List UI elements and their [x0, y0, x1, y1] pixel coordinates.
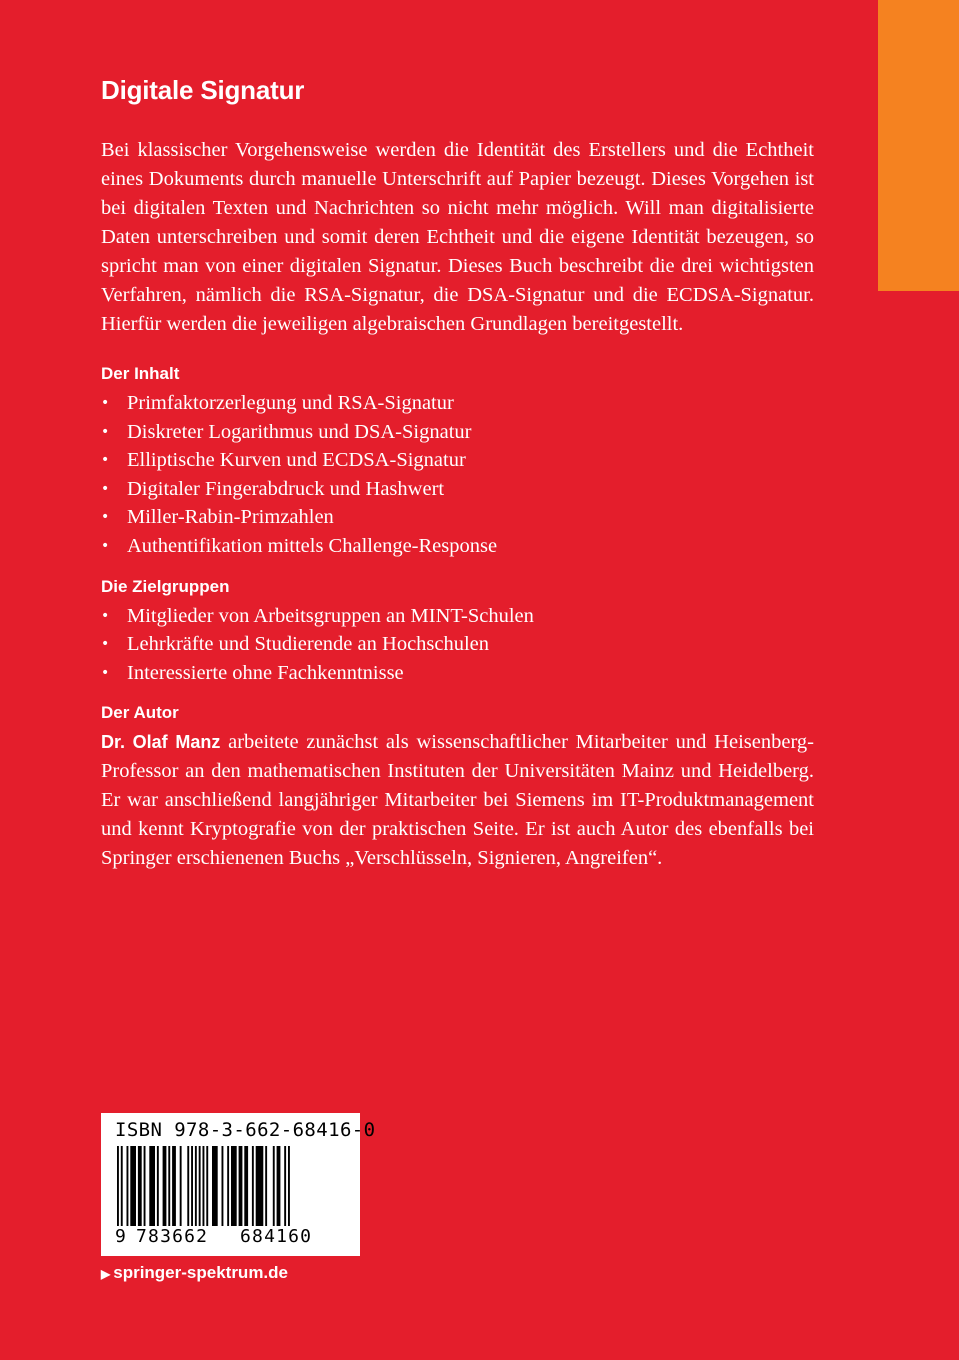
bullet-icon: • — [101, 395, 110, 411]
bullet-icon: • — [101, 423, 110, 440]
barcode-bar — [239, 1146, 243, 1226]
barcode-bar — [157, 1146, 159, 1226]
list-item-text: Interessierte ohne Fachkenntnisse — [127, 661, 404, 684]
cover-text-block — [101, 70, 814, 873]
list-item-text: Miller-Rabin-Primzahlen — [127, 506, 334, 529]
barcode-bar — [138, 1146, 142, 1226]
barcode-bar — [288, 1146, 290, 1238]
barcode-bar — [180, 1146, 182, 1226]
bullet-icon: • — [101, 480, 110, 497]
isbn-number: ISBN 978-3-662-68416-0 — [115, 1119, 376, 1141]
list-item — [101, 602, 814, 631]
publisher-website[interactable] — [101, 1262, 288, 1285]
author-name: Dr. Olaf Manz — [101, 732, 221, 753]
list-item-text: Lehrkräfte und Studierende an Hochschulen — [127, 633, 490, 656]
website-label: springer-spektrum.de — [113, 1263, 288, 1282]
barcode-bar — [163, 1146, 167, 1226]
list-item — [101, 630, 814, 659]
arrow-right-icon: ▶ — [101, 1267, 111, 1281]
barcode-bar — [117, 1146, 119, 1238]
barcode-bar — [172, 1146, 176, 1226]
audience-heading: Die Zielgruppen — [101, 576, 230, 596]
barcode-bar — [252, 1146, 254, 1226]
list-item-text: Mitglieder von Arbeitsgruppen an MINT-Schulen — [127, 604, 534, 627]
list-item — [101, 532, 814, 561]
contents-list — [101, 389, 814, 561]
list-item-text: Authentifikation mittels Challenge-Response — [127, 534, 498, 557]
barcode-bar — [265, 1146, 267, 1226]
ean-right-digits: 684160 — [240, 1226, 313, 1247]
contents-heading: Der Inhalt — [101, 364, 180, 383]
barcode-bar — [149, 1146, 155, 1226]
barcode-bar — [121, 1146, 123, 1238]
ean-left-digits: 783662 — [136, 1226, 209, 1247]
list-item — [101, 475, 814, 504]
barcode-bar — [144, 1146, 146, 1226]
orange-accent-tab — [878, 0, 959, 291]
barcode-bar — [256, 1146, 264, 1226]
isbn-barcode — [101, 1113, 376, 1256]
list-item-text: Diskreter Logarithmus und DSA-Signatur — [127, 420, 472, 443]
intro-paragraph: Bei klassischer Vorgehensweise werden die Identität des Erstellers und die Echtheit eines Dokuments durch manuelle Unterschrift auf Papier bezeugt. Dieses Vorgehen ist bei digitalen Texten und Nachrichten so nicht mehr möglich. Will man digitalisierte Daten unterschreiben und somit deren Echtheit und die eigene Identität bezeugen, so spricht man von einer digitalen Signatur. Dieses Buch beschreibt die drei wichtigsten Verfahren, nämlich die RSA-Signatur, die DSA-Signatur und die ECDSA-Signatur. Hierfür werden die jeweiligen algebraischen Grundlagen bereitgestellt. — [101, 139, 814, 335]
barcode-bar — [222, 1146, 224, 1226]
barcode-bar — [231, 1146, 237, 1226]
ean-first-digit: 9 — [115, 1226, 126, 1247]
bullet-icon: • — [101, 664, 110, 681]
bullet-icon: • — [101, 636, 110, 653]
barcode-bar — [199, 1146, 201, 1238]
barcode-bar — [206, 1146, 208, 1226]
barcode-bar — [127, 1146, 129, 1226]
author-bio-text: arbeitete zunächst als wissenschaftlicher Mitarbeiter und Heisenberg-Professor an den mathematischen Instituten der Universitäten Mainz und Heidelberg. Er war anschließend langjähriger Mitarbeiter bei Siemens im IT-Produktmanagement und kennt Kryptografie von der praktischen Seite. Er ist auch Autor des ebenfalls bei Springer erschienenen Buchs „Verschlüsseln, Signieren, Angreifen“. — [101, 731, 814, 870]
author-bio — [101, 728, 814, 873]
bullet-icon: • — [101, 509, 110, 526]
barcode-bar — [284, 1146, 286, 1238]
bullet-icon: • — [101, 537, 110, 554]
barcode-bar — [130, 1146, 136, 1226]
list-item — [101, 418, 814, 447]
barcode-bar — [195, 1146, 197, 1238]
list-item — [101, 659, 814, 688]
list-item-text: Primfaktorzerlegung und RSA-Signatur — [127, 392, 454, 414]
barcode-bar — [227, 1146, 229, 1226]
barcode-bar — [212, 1146, 218, 1226]
barcode-bar — [244, 1146, 248, 1226]
barcode-bar — [277, 1146, 281, 1226]
list-item — [101, 389, 814, 418]
barcode-bar — [273, 1146, 275, 1226]
list-item-text: Elliptische Kurven und ECDSA-Signatur — [127, 449, 466, 472]
book-title: Digitale Signatur — [101, 75, 305, 105]
audience-list — [101, 602, 814, 688]
list-item — [101, 503, 814, 532]
barcode-bar — [191, 1146, 193, 1226]
barcode-bar — [168, 1146, 170, 1226]
bullet-icon: • — [101, 452, 110, 469]
list-item — [101, 446, 814, 475]
author-heading: Der Autor — [101, 703, 179, 723]
list-item-text: Digitaler Fingerabdruck und Hashwert — [127, 477, 445, 500]
barcode-bar — [187, 1146, 189, 1226]
bullet-icon: • — [101, 607, 110, 624]
barcode-bar — [203, 1146, 205, 1238]
